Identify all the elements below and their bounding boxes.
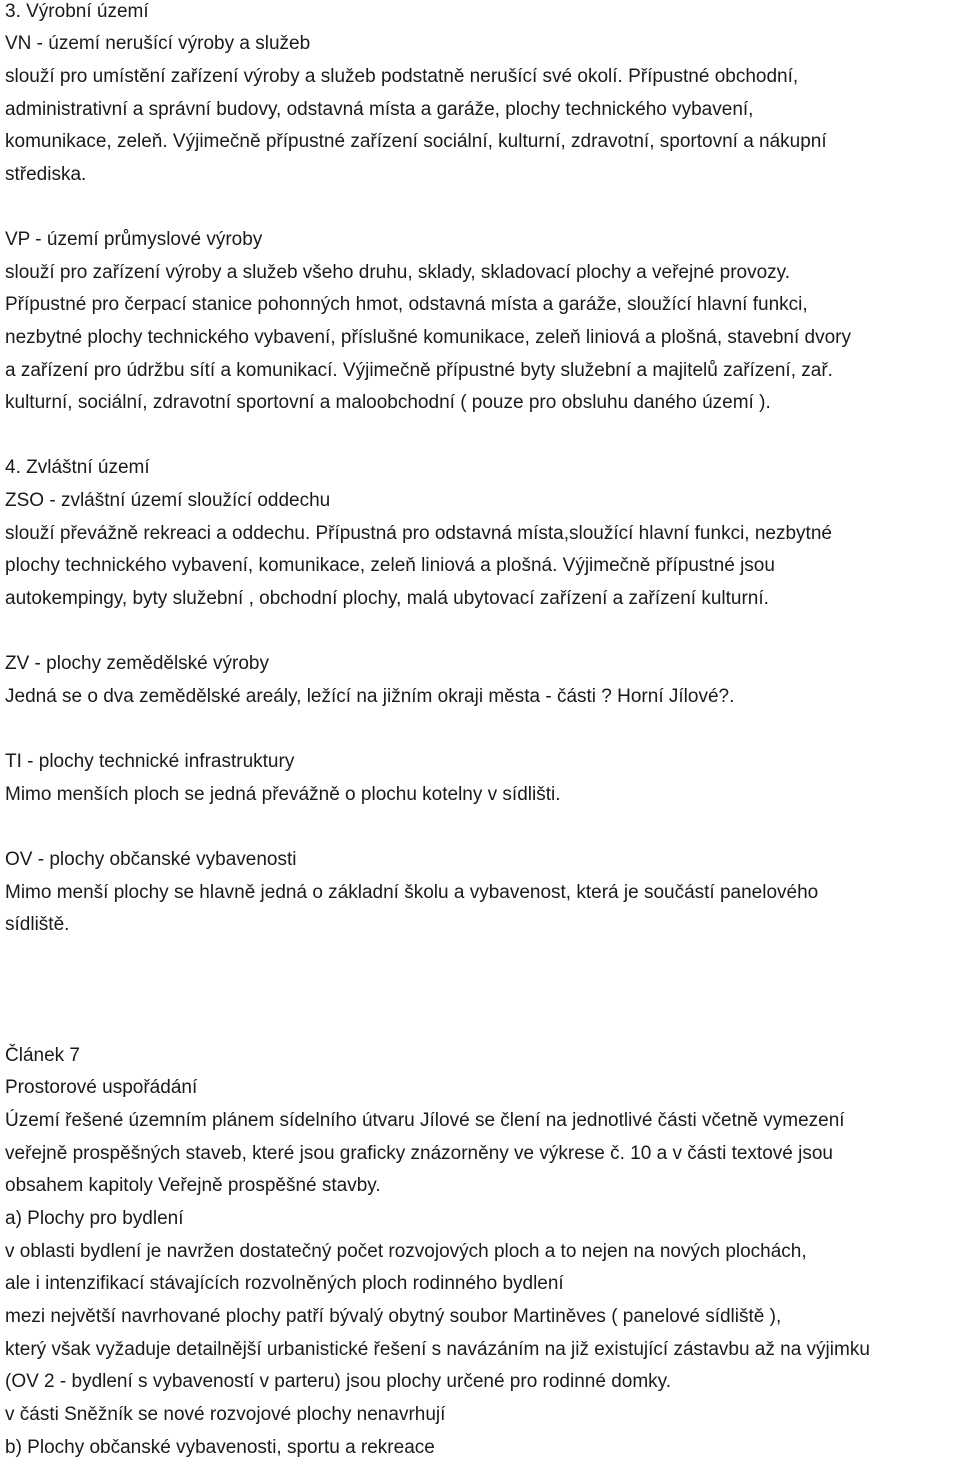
text-line: administrativní a správní budovy, odstavná místa a garáže, plochy technického vybavení, (5, 99, 754, 120)
list-heading-a: a) Plochy pro bydlení (5, 1208, 184, 1229)
subheading-vn: VN - území nerušící výroby a služeb (5, 33, 311, 54)
text-line: slouží pro umístění zařízení výroby a služeb podstatně nerušící své okolí. Přípustné obchodní, (5, 66, 799, 87)
text-line: střediska. (5, 164, 87, 185)
text-line: který však vyžaduje detailnější urbanistické řešení s navázáním na již existující zástavbu až na výjimku (5, 1339, 870, 1360)
section-heading-zvlastni-uzemi: 4. Zvláštní území (5, 457, 150, 478)
text-line: slouží pro zařízení výroby a služeb všeho druhu, sklady, skladovací plochy a veřejné provozy. (5, 262, 791, 283)
article-heading: Článek 7 (5, 1045, 80, 1066)
text-line: slouží převážně rekreaci a oddechu. Přípustná pro odstavná místa,sloužící hlavní funkci, nezbytné (5, 523, 832, 544)
text-line: Mimo menší plochy se hlavně jedná o základní školu a vybavenost, která je součástí panelového (5, 882, 819, 903)
text-line: autokempingy, byty služební , obchodní plochy, malá ubytovací zařízení a zařízení kulturní. (5, 588, 769, 609)
text-line: Přípustné pro čerpací stanice pohonných hmot, odstavná místa a garáže, sloužící hlavní funkci, (5, 294, 808, 315)
section-heading-vyrobni-uzemi: 3. Výrobní území (5, 1, 149, 22)
article-subtitle: Prostorové uspořádání (5, 1077, 198, 1098)
text-line: plochy technického vybavení, komunikace, zeleň liniová a plošná. Výjimečně přípustné jsou (5, 555, 775, 576)
subheading-zv: ZV - plochy zemědělské výroby (5, 653, 269, 674)
subheading-ti: TI - plochy technické infrastruktury (5, 751, 295, 772)
text-line: sídliště. (5, 914, 70, 935)
text-line: Mimo menších ploch se jedná převážně o plochu kotelny v sídlišti. (5, 784, 561, 805)
text-line: a zařízení pro údržbu sítí a komunikací. Výjimečně přípustné byty služební a majitelů zařízení, zař. (5, 360, 833, 381)
text-line: v části Sněžník se nové rozvojové plochy nenavrhují (5, 1404, 446, 1425)
subheading-ov: OV - plochy občanské vybavenosti (5, 849, 297, 870)
text-line: veřejně prospěšných staveb, které jsou graficky znázorněny ve výkrese č. 10 a v části textové jsou (5, 1143, 833, 1164)
subheading-vp: VP - území průmyslové výroby (5, 229, 263, 250)
text-line: Území řešené územním plánem sídelního útvaru Jílové se člení na jednotlivé části včetně vymezení (5, 1110, 845, 1131)
text-line: obsahem kapitoly Veřejně prospěšné stavby. (5, 1175, 381, 1196)
text-line: v oblasti bydlení je navržen dostatečný počet rozvojových ploch a to nejen na nových plochách, (5, 1241, 807, 1262)
text-line: kulturní, sociální, zdravotní sportovní a maloobchodní ( pouze pro obsluhu daného území ). (5, 392, 771, 413)
text-line: mezi největší navrhované plochy patří bývalý obytný soubor Martiněves ( panelové sídliště ), (5, 1306, 782, 1327)
list-heading-b: b) Plochy občanské vybavenosti, sportu a rekreace (5, 1437, 435, 1458)
text-line: Jedná se o dva zemědělské areály, ležící na jižním okraji města - části ? Horní Jílové?. (5, 686, 735, 707)
text-line: (OV 2 - bydlení s vybaveností v parteru) jsou plochy určené pro rodinné domky. (5, 1371, 672, 1392)
text-line: ale i intenzifikací stávajících rozvolněných ploch rodinného bydlení (5, 1273, 564, 1294)
text-line: komunikace, zeleň. Výjimečně přípustné zařízení sociální, kulturní, zdravotní, sportovní a nákupní (5, 131, 827, 152)
text-line: nezbytné plochy technického vybavení, příslušné komunikace, zeleň liniová a plošná, stavební dvory (5, 327, 851, 348)
subheading-zso: ZSO - zvláštní území sloužící oddechu (5, 490, 331, 511)
